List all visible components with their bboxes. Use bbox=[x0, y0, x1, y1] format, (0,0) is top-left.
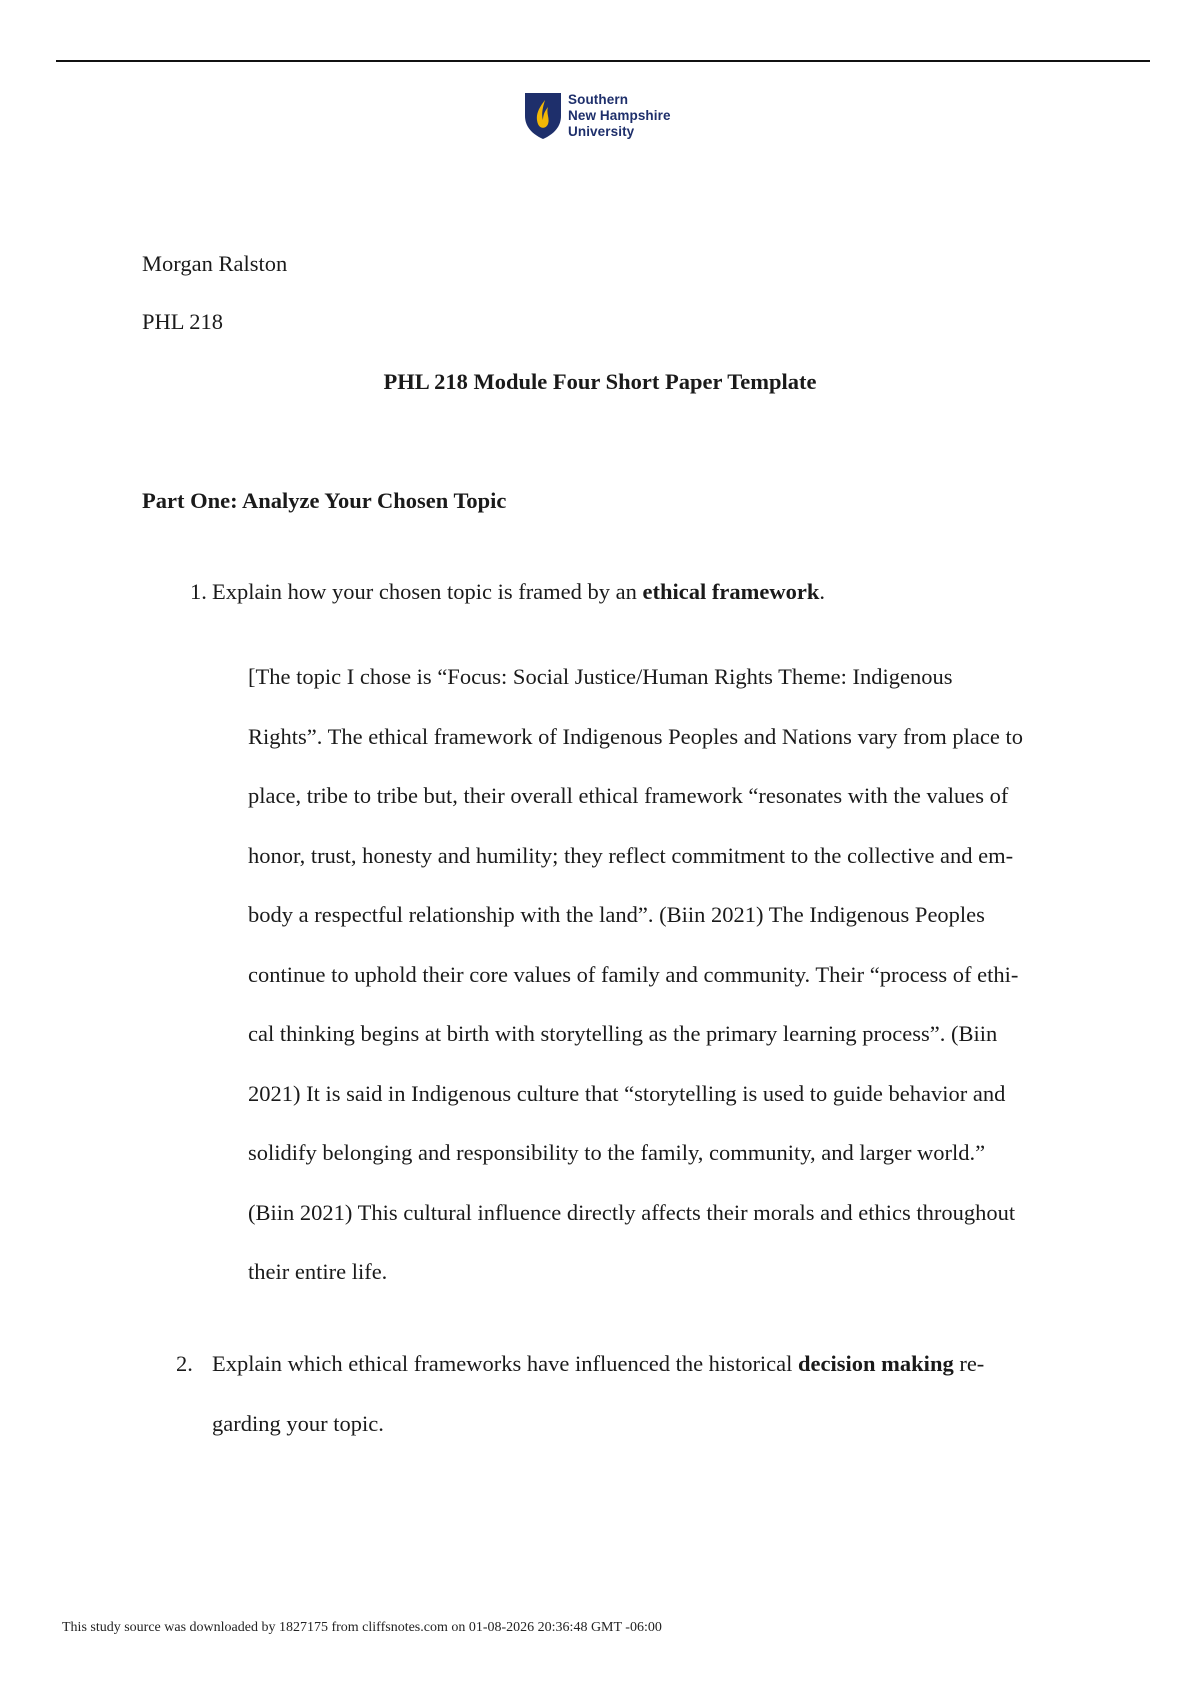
university-logo bbox=[524, 92, 671, 140]
logo-line: Southern bbox=[568, 92, 629, 107]
question-text: re- bbox=[953, 1351, 985, 1376]
course-code: PHL 218 bbox=[142, 309, 224, 334]
answer-line: their entire life. bbox=[248, 1259, 388, 1284]
answer-line: cal thinking begins at birth with storytelling as the primary learning process”. (Biin bbox=[248, 1021, 998, 1046]
question-2 bbox=[212, 1349, 984, 1379]
shield-flame-icon bbox=[524, 92, 562, 140]
question-keyword: ethical framework bbox=[642, 579, 820, 604]
logo-wordmark bbox=[568, 92, 671, 140]
question-number: 1. bbox=[190, 579, 207, 604]
question-number: 2. bbox=[176, 1351, 193, 1376]
answer-1 bbox=[248, 662, 1088, 1317]
question-keyword: decision making bbox=[798, 1351, 954, 1376]
answer-line: solidify belonging and responsibility to the family, community, and larger world.” bbox=[248, 1140, 986, 1165]
question-2-continuation: garding your topic. bbox=[212, 1411, 384, 1436]
question-text: Explain which ethical frameworks have influenced the historical bbox=[212, 1351, 799, 1376]
logo-line: New Hampshire bbox=[568, 108, 671, 123]
header-rule bbox=[56, 60, 1150, 62]
question-1 bbox=[212, 577, 825, 607]
question-text: . bbox=[819, 579, 825, 604]
document-title: PHL 218 Module Four Short Paper Template bbox=[383, 369, 817, 394]
question-text: Explain how your chosen topic is framed by an bbox=[212, 579, 643, 604]
answer-line: Rights”. The ethical framework of Indigenous Peoples and Nations vary from place to bbox=[248, 723, 1023, 749]
answer-line: honor, trust, honesty and humility; they reflect commitment to the collective and em- bbox=[248, 842, 1014, 868]
answer-line: [The topic I chose is “Focus: Social Justice/Human Rights Theme: Indigenous bbox=[248, 664, 953, 689]
answer-line: place, tribe to tribe but, their overall ethical framework “resonates with the values of bbox=[248, 783, 1009, 808]
download-notice: This study source was downloaded by 1827175 from cliffsnotes.com on 01-08-2026 20:36:48 GMT -06:00 bbox=[62, 1620, 662, 1635]
answer-line: body a respectful relationship with the land”. (Biin 2021) The Indigenous Peoples bbox=[248, 902, 985, 927]
answer-line: continue to uphold their core values of family and community. Their “process of ethi- bbox=[248, 961, 1019, 987]
answer-line: 2021) It is said in Indigenous culture that “storytelling is used to guide behavior and bbox=[248, 1080, 1006, 1106]
answer-line: (Biin 2021) This cultural influence directly affects their morals and ethics throughout bbox=[248, 1199, 1016, 1225]
author-name: Morgan Ralston bbox=[142, 251, 288, 276]
logo-line: University bbox=[568, 124, 635, 139]
section-heading: Part One: Analyze Your Chosen Topic bbox=[142, 488, 507, 513]
